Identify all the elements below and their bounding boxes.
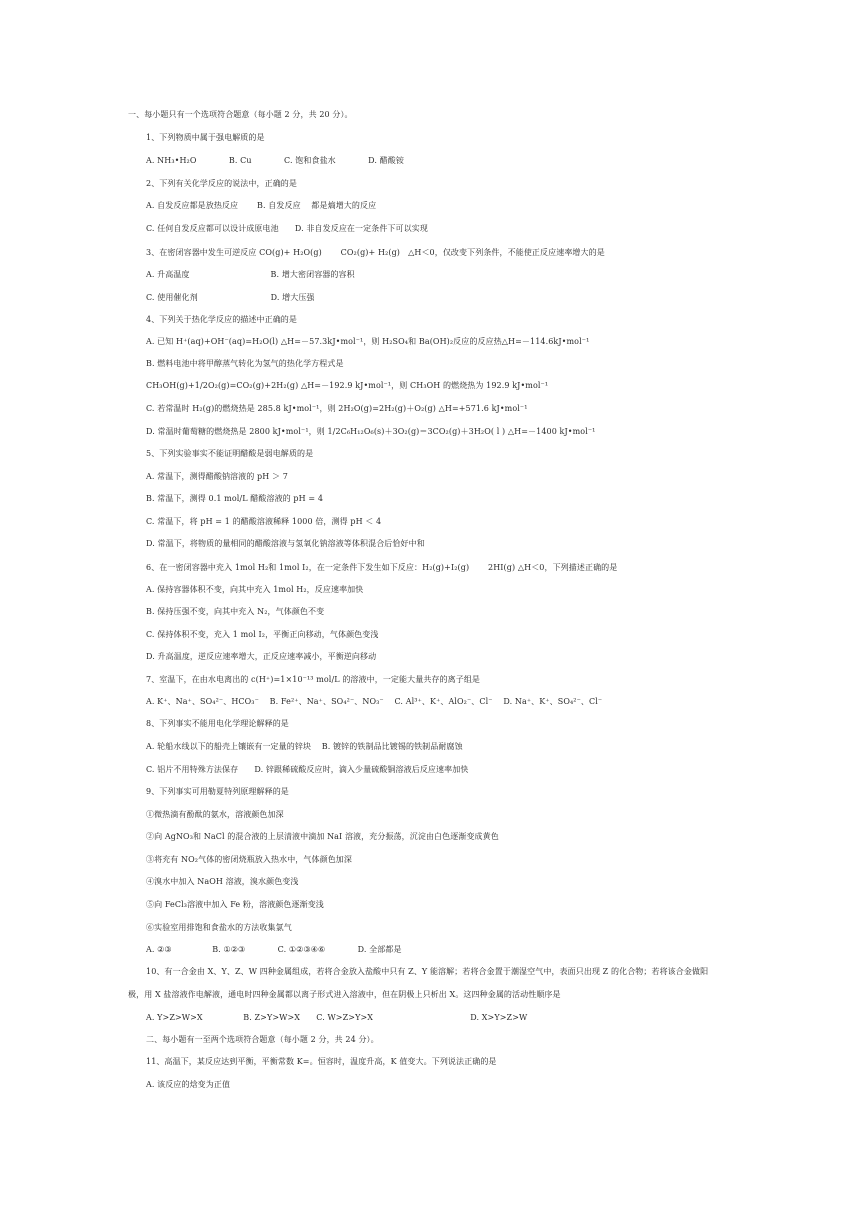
question-11-option-a: A. 该反应的焓变为正值 bbox=[146, 1080, 231, 1089]
question-3: 3、在密闭容器中发生可逆反应 CO(g)+ H₂O(g) CO₂(g)+ H₂(g) △H＜0，仅改变下列条件，不能使正反应速率增大的是 bbox=[146, 248, 605, 257]
question-8: 8、下列事实不能用电化学理论解释的是 bbox=[146, 719, 289, 728]
question-2: 2、下列有关化学反应的说法中，正确的是 bbox=[146, 179, 297, 188]
question-4: 4、下列关于热化学反应的描述中正确的是 bbox=[146, 315, 297, 324]
question-5-option-b: B. 常温下，测得 0.1 mol/L 醋酸溶液的 pH = 4 bbox=[146, 494, 324, 503]
question-6-option-c: C. 保持体积不变，充入 1 mol I₂，平衡正向移动，气体颜色变浅 bbox=[146, 630, 379, 639]
question-6-option-a: A. 保持容器体积不变，向其中充入 1mol H₂，反应速率加快 bbox=[146, 585, 364, 594]
question-6-option-d: D. 升高温度，逆反应速率增大，正反应速率减小，平衡逆向移动 bbox=[146, 652, 377, 661]
question-2-options-cd: C. 任何自发反应都可以设计成原电池 D. 非自发反应在一定条件下可以实现 bbox=[146, 224, 428, 233]
question-9-item-1: ①微热滴有酚酞的氨水，溶液颜色加深 bbox=[146, 810, 284, 819]
question-4-option-c: C. 若常温时 H₂(g)的燃烧热是 285.8 kJ•mol⁻¹，则 2H₂O(g)=2H₂(g)＋O₂(g) △H=+571.6 kJ•mol⁻¹ bbox=[146, 404, 528, 413]
question-9-item-2: ②向 AgNO₃和 NaCl 的混合液的上层清液中滴加 NaI 溶液，充分振荡，沉淀由白色逐渐变成黄色 bbox=[146, 832, 499, 841]
question-3-options-ab: A. 升高温度 B. 增大密闭容器的容积 bbox=[146, 270, 355, 279]
question-10-continued: 极，用 X 盐溶液作电解液，通电时四种金属都以离子形式进入溶液中，但在阴极上只析出 X。这四种金属的活动性顺序是 bbox=[128, 990, 561, 999]
question-9: 9、下列事实可用勒夏特列原理解释的是 bbox=[146, 787, 289, 796]
question-9-item-6: ⑥实验室用排饱和食盐水的方法收集氯气 bbox=[146, 923, 292, 932]
question-8-options-cd: C. 铝片不用特殊方法保存 D. 锌跟稀硫酸反应时，滴入少量硫酸铜溶液后反应速率加快 bbox=[146, 765, 469, 774]
question-9-item-5: ⑤向 FeCl₃溶液中加入 Fe 粉，溶液颜色逐渐变浅 bbox=[146, 900, 324, 909]
question-4-option-b-equation: CH₃OH(g)+1/2O₂(g)=CO₂(g)+2H₂(g) △H=－192.9 kJ•mol⁻¹，则 CH₃OH 的燃烧热为 192.9 kJ•mol⁻¹ bbox=[146, 381, 549, 390]
question-9-options: A. ②③ B. ①②③ C. ①②③④⑥ D. 全部都是 bbox=[146, 945, 402, 954]
question-4-option-d: D. 常温时葡萄糖的燃烧热是 2800 kJ•mol⁻¹，则 1/2C₆H₁₂O₆(s)＋3O₂(g)＝3CO₂(g)＋3H₂O( l ) △H=－1400 kJ•mol⁻¹ bbox=[146, 427, 596, 436]
question-4-option-b: B. 燃料电池中将甲醇蒸气转化为氢气的热化学方程式是 bbox=[146, 359, 344, 368]
question-5-option-a: A. 常温下，测得醋酸钠溶液的 pH ＞ 7 bbox=[146, 472, 288, 481]
question-1-options: A. NH₃•H₂O B. Cu C. 饱和食盐水 D. 醋酸铵 bbox=[146, 156, 404, 165]
question-11: 11、高温下，某反应达到平衡，平衡常数 K=。恒容时，温度升高，K 值变大。下列说法正确的是 bbox=[146, 1057, 497, 1066]
question-5: 5、下列实验事实不能证明醋酸是弱电解质的是 bbox=[146, 449, 314, 458]
question-6: 6、在一密闭容器中充入 1mol H₂和 1mol I₂，在一定条件下发生如下反应：H₂(g)+I₂(g) 2HI(g) △H＜0，下列描述正确的是 bbox=[146, 563, 618, 572]
question-6-option-b: B. 保持压强不变，向其中充入 N₂，气体颜色不变 bbox=[146, 607, 325, 616]
question-4-option-a: A. 已知 H⁺(aq)+OH⁻(aq)=H₂O(l) △H=－57.3kJ•mol⁻¹，则 H₂SO₄和 Ba(OH)₂反应的反应热△H=－114.6kJ•mol⁻¹ bbox=[146, 337, 590, 346]
question-7-options: A. K⁺、Na⁺、SO₄²⁻、HCO₃⁻ B. Fe²⁺、Na⁺、SO₄²⁻、NO₃⁻ C. Al³⁺、K⁺、AlO₂⁻、Cl⁻ D. Na⁺、K⁺、SO₄²⁻、Cl⁻ bbox=[146, 697, 603, 706]
question-10: 10、有一合金由 X、Y、Z、W 四种金属组成，若将合金放入盐酸中只有 Z、Y 能溶解；若将合金置于潮湿空气中，表面只出现 Z 的化合物；若将该合金做阳 bbox=[146, 967, 709, 976]
section-1-heading: 一、每小题只有一个选项符合题意（每小题 2 分，共 20 分）。 bbox=[128, 110, 353, 119]
question-9-item-4: ④溴水中加入 NaOH 溶液，溴水颜色变浅 bbox=[146, 877, 299, 886]
question-9-item-3: ③将充有 NO₂气体的密闭烧瓶放入热水中，气体颜色加深 bbox=[146, 855, 353, 864]
question-10-options: A. Y>Z>W>X B. Z>Y>W>X C. W>Z>Y>X D. X>Y>Z>W bbox=[146, 1013, 528, 1022]
question-1: 1、下列物质中属于强电解质的是 bbox=[146, 133, 265, 142]
question-3-options-cd: C. 使用催化剂 D. 增大压强 bbox=[146, 293, 315, 302]
question-2-options-ab: A. 自发反应都是放热反应 B. 自发反应 都是熵增大的反应 bbox=[146, 201, 377, 210]
section-2-heading: 二、每小题有一至两个选项符合题意（每小题 2 分，共 24 分）。 bbox=[146, 1035, 379, 1044]
question-5-option-d: D. 常温下，将物质的量相同的醋酸溶液与氢氧化钠溶液等体积混合后恰好中和 bbox=[146, 539, 425, 548]
question-7: 7、室温下，在由水电离出的 c(H⁺)=1×10⁻¹³ mol/L 的溶液中，一定能大量共存的离子组是 bbox=[146, 675, 481, 684]
question-8-options-ab: A. 轮船水线以下的船壳上镶嵌有一定量的锌块 B. 镀锌的铁制品比镀锡的铁制品耐腐蚀 bbox=[146, 742, 463, 751]
question-5-option-c: C. 常温下，将 pH = 1 的醋酸溶液稀释 1000 倍，测得 pH ＜ 4 bbox=[146, 517, 382, 526]
